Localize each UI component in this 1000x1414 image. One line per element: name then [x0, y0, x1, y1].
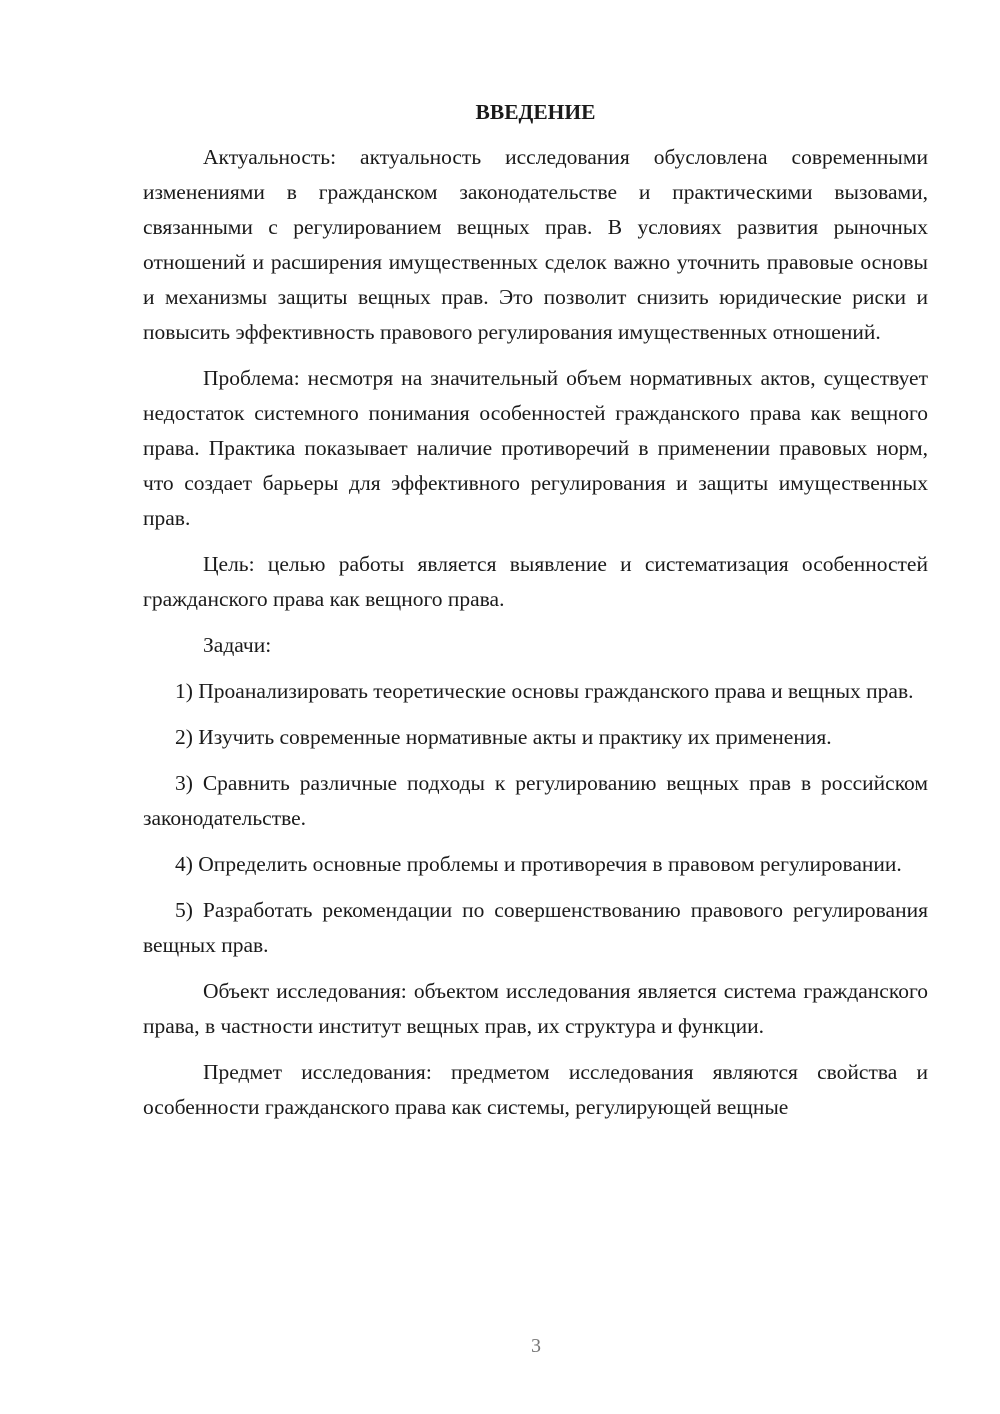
task-item-5: 5) Разработать рекомендации по совершенствованию правового регулирования вещных прав. — [143, 898, 928, 957]
page-content — [143, 95, 928, 1136]
task-item-3: 3) Сравнить различные подходы к регулированию вещных прав в российском законодательстве. — [143, 771, 928, 830]
page-number: 3 — [531, 1335, 541, 1357]
task-item-1: 1) Проанализировать теоретические основы гражданского права и вещных прав. — [175, 679, 914, 703]
paragraph-goal: Цель: целью работы является выявление и систематизация особенностей гражданского права как вещного права. — [143, 552, 928, 611]
section-title: ВВЕДЕНИЕ — [475, 100, 596, 124]
paragraph-relevance: Актуальность: актуальность исследования обусловлена современными изменениями в гражданском законодательстве и практическими вызовами, связанными с регулированием вещных прав. В условиях развития рыночных отношений и расширения имущественных сделок важно уточнить правовые основы и механизмы защиты вещных прав. Это позволит снизить юридические риски и повысить эффективность правового регулирования имущественных отношений. — [143, 145, 928, 344]
task-item-2: 2) Изучить современные нормативные акты и практику их применения. — [175, 725, 832, 749]
paragraph-subject: Предмет исследования: предметом исследования являются свойства и особенности гражданского права как системы, регулирующей вещные — [143, 1060, 928, 1119]
paragraph-problem: Проблема: несмотря на значительный объем нормативных актов, существует недостаток системного понимания особенностей гражданского права как вещного права. Практика показывает наличие противоречий в применении правовых норм, что создает барьеры для эффективного регулирования и защиты имущественных прав. — [143, 366, 928, 530]
tasks-label: Задачи: — [203, 633, 272, 657]
paragraph-object: Объект исследования: объектом исследования является система гражданского права, в частности институт вещных прав, их структура и функции. — [143, 979, 928, 1038]
task-item-4: 4) Определить основные проблемы и противоречия в правовом регулировании. — [175, 852, 902, 876]
